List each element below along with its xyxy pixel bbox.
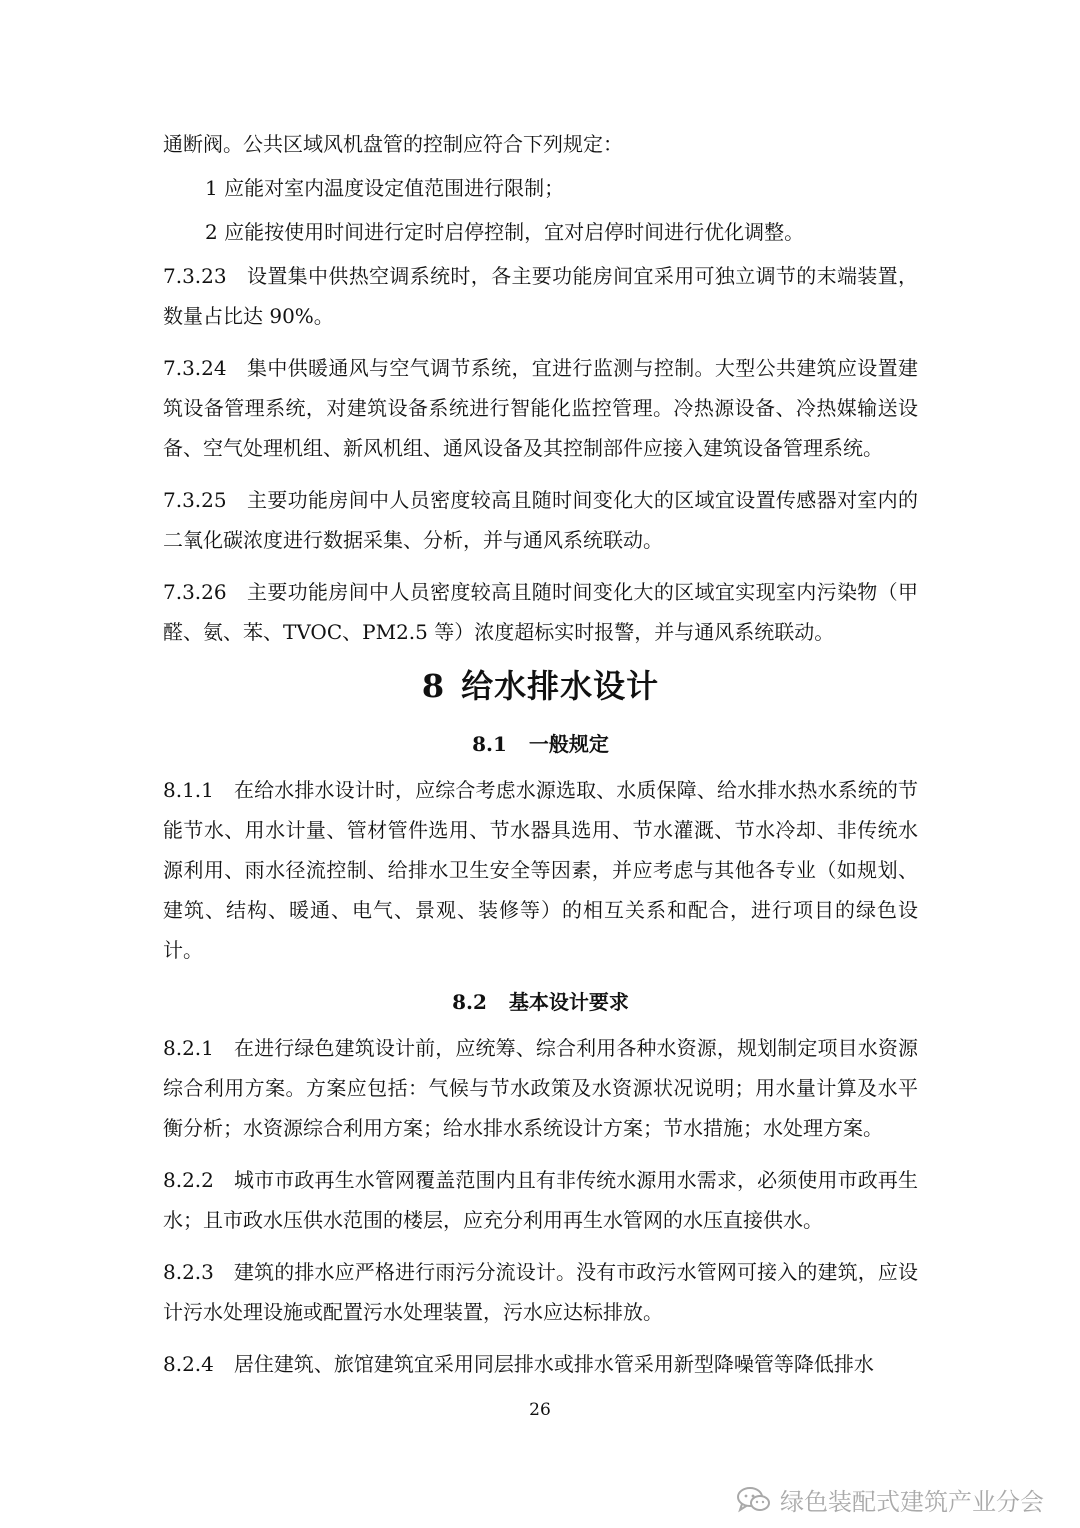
clause-text: 建筑的排水应严格进行雨污分流设计。没有市政污水管网可接入的建筑，应设计污水处理设施或配置污水处理装置，污水应达标排放。 [163, 1260, 918, 1324]
paragraph-continuation: 通断阀。公共区域风机盘管的控制应符合下列规定： [163, 132, 623, 156]
section-title-8-1 [163, 724, 918, 764]
clause-7-3-23 [163, 256, 918, 336]
clause-8-2-3 [163, 1252, 918, 1332]
clause-text: 城市市政再生水管网覆盖范围内且有非传统水源用水需求，必须使用市政再生水；且市政水压供水范围的楼层，应充分利用再生水管网的水压直接供水。 [163, 1168, 918, 1232]
section-title-8-2 [163, 982, 918, 1022]
clause-text: 在给水排水设计时，应综合考虑水源选取、水质保障、给水排水热水系统的节能节水、用水计量、管材管件选用、节水器具选用、节水灌溉、节水冷却、非传统水源利用、雨水径流控制、给排水卫生安全等因素，并应考虑与其他各专业（如规划、建筑、结构、暖通、电气、景观、装修等）的相互关系和配合，进行项目的绿色设计。 [163, 778, 918, 962]
clause-8-2-1 [163, 1028, 918, 1148]
clause-text: 居住建筑、旅馆建筑宜采用同层排水或排水管采用新型降噪管等降低排水 [233, 1352, 874, 1376]
watermark-text: 绿色装配式建筑产业分会 [780, 1488, 1044, 1516]
clause-7-3-25 [163, 480, 918, 560]
section-number: 8.2 [452, 990, 487, 1014]
clause-text: 主要功能房间中人员密度较高且随时间变化大的区域宜实现室内污染物（甲醛、氨、苯、TVOC、PM2.5 等）浓度超标实时报警，并与通风系统联动。 [163, 580, 918, 644]
list-item-1: 1 应能对室内温度设定值范围进行限制； [205, 176, 565, 200]
clause-number: 8.2.1 [163, 1036, 214, 1060]
clause-number: 7.3.24 [163, 356, 227, 380]
chapter-number: 8 [421, 667, 446, 705]
clause-text: 集中供暖通风与空气调节系统，宜进行监测与控制。大型公共建筑应设置建筑设备管理系统，对建筑设备系统进行智能化监控管理。冷热源设备、冷热媒输送设备、空气处理机组、新风机组、通风设备及其控制部件应接入建筑设备管理系统。 [163, 356, 918, 460]
wechat-icon [736, 1486, 772, 1514]
clause-7-3-26 [163, 572, 918, 652]
clause-8-2-4 [163, 1344, 918, 1384]
document-body [163, 124, 918, 1396]
clause-8-1-1 [163, 770, 918, 970]
clause-number: 8.2.4 [163, 1352, 214, 1376]
clause-text: 设置集中供热空调系统时，各主要功能房间宜采用可独立调节的末端装置，数量占比达 90%。 [163, 264, 918, 328]
section-name: 基本设计要求 [508, 990, 629, 1014]
clause-number: 7.3.26 [163, 580, 227, 604]
clause-number: 8.2.2 [163, 1168, 214, 1192]
section-name: 一般规定 [528, 732, 609, 756]
section-number: 8.1 [472, 732, 507, 756]
clause-8-2-2 [163, 1160, 918, 1240]
clause-7-3-24 [163, 348, 918, 468]
clause-text: 在进行绿色建筑设计前，应统筹、综合利用各种水资源，规划制定项目水资源综合利用方案。方案应包括：气候与节水政策及水资源状况说明；用水量计算及水平衡分析；水资源综合利用方案；给水排水系统设计方案；节水措施；水处理方案。 [163, 1036, 918, 1140]
clause-number: 7.3.23 [163, 264, 227, 288]
clause-number: 8.1.1 [163, 778, 214, 802]
chapter-title [163, 658, 918, 714]
list-item-2: 2 应能按使用时间进行定时启停控制，宜对启停时间进行优化调整。 [205, 220, 805, 244]
clause-text: 主要功能房间中人员密度较高且随时间变化大的区域宜设置传感器对室内的二氧化碳浓度进行数据采集、分析，并与通风系统联动。 [163, 488, 918, 552]
chapter-name: 给水排水设计 [461, 667, 660, 705]
watermark [736, 1482, 1044, 1517]
clause-number: 8.2.3 [163, 1260, 214, 1284]
clause-number: 7.3.25 [163, 488, 227, 512]
page-number: 26 [529, 1400, 551, 1420]
